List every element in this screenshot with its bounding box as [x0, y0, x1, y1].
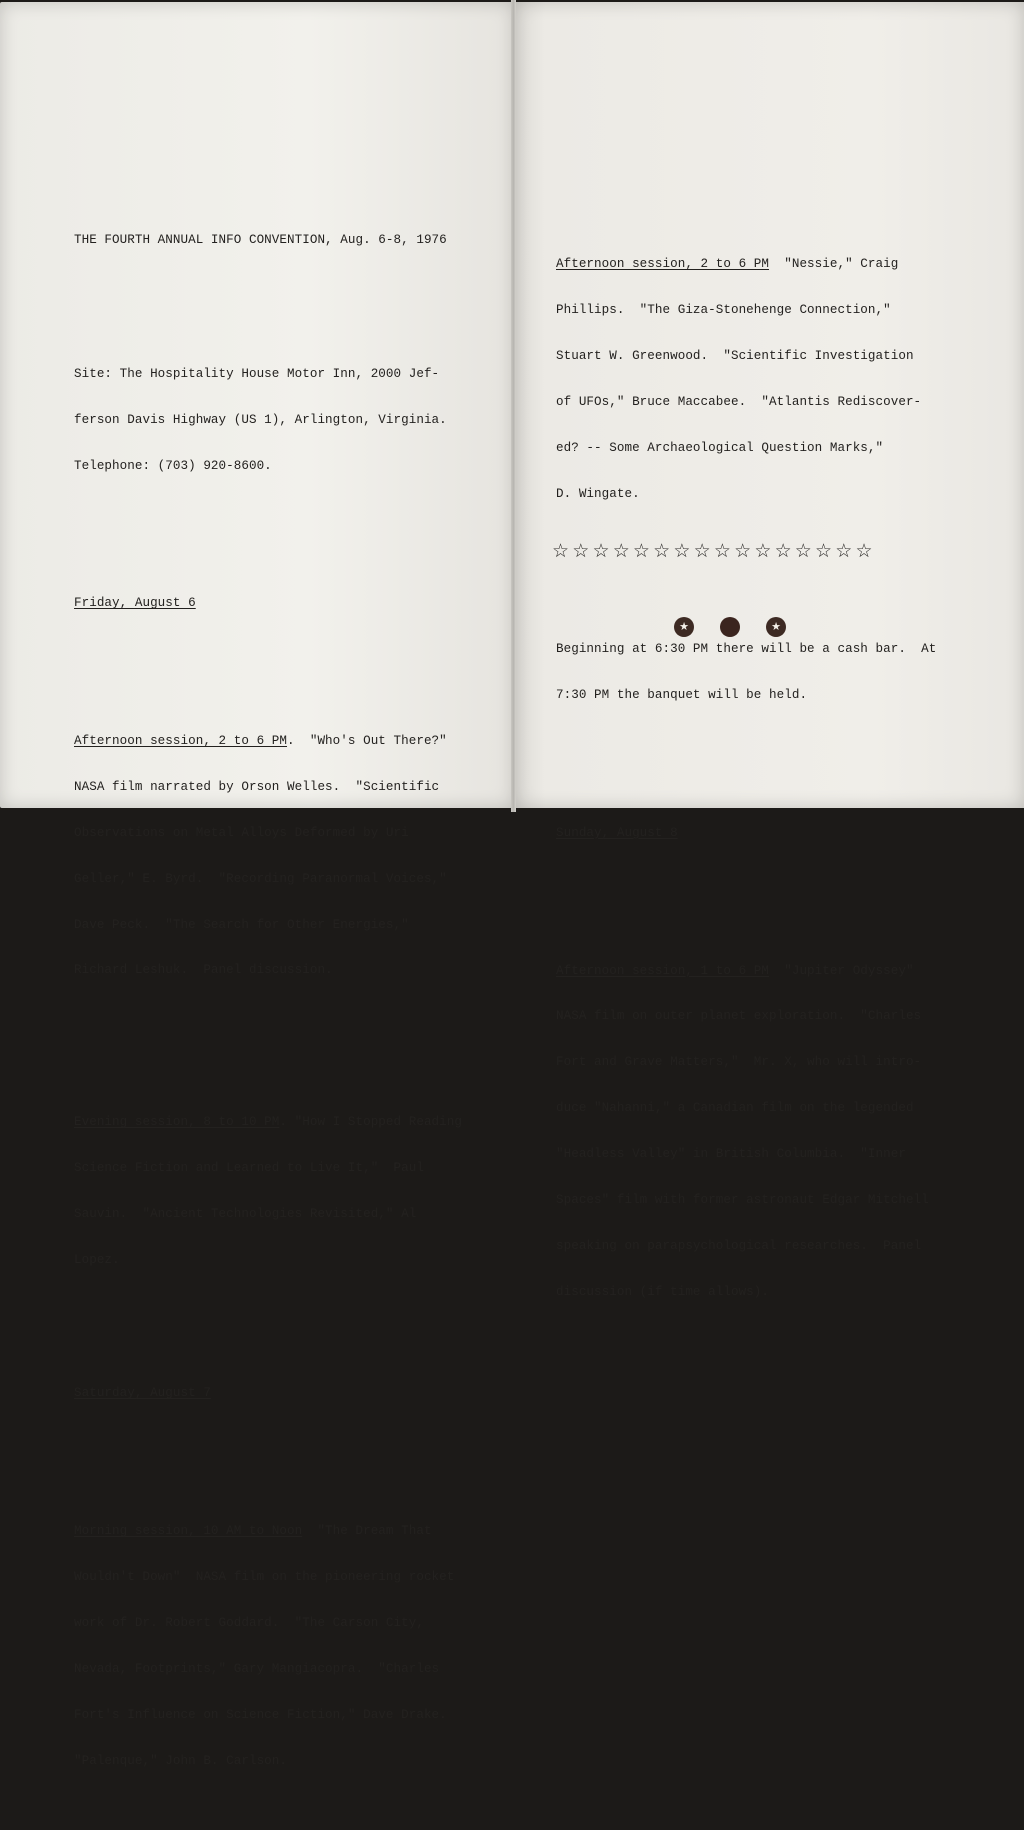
session-text: Science Fiction and Learned to Live It," Paul: [74, 1161, 424, 1175]
site-line: Site: The Hospitality House Motor Inn, 2000 Jef-: [74, 366, 440, 381]
session-text: Wouldn't Down" NASA film on the pioneering rocket: [74, 1570, 455, 1585]
session-text: Lopez.: [74, 1252, 120, 1267]
session-text: Geller," E. Byrd. "Recording Paranormal Voices,": [74, 871, 447, 886]
session-text: Fort and Grave Matters," Mr. X, who will intro-: [556, 1055, 922, 1070]
session-text: "The Dream That: [302, 1524, 432, 1539]
session-text: Sauvin. "Ancient Technologies Revisited," Al: [74, 1206, 417, 1221]
session-label: Morning session, 10 AM to Noon: [74, 1524, 303, 1539]
session-label: Afternoon session, 2 to 6 PM: [74, 733, 288, 748]
banquet-line: 7:30 PM the banquet will be held.: [556, 688, 808, 703]
site-line: Telephone: (703) 920-8600.: [74, 458, 272, 473]
friday-heading: Friday, August 6: [74, 596, 196, 611]
star-emblem-icon: ★: [674, 617, 694, 637]
session-text: "Jupiter Odyssey": [769, 963, 914, 978]
left-column: [74, 190, 484, 1830]
session-text: duce "Nahanni," a Canadian film on the legended: [556, 1101, 914, 1116]
saturday-afternoon-session: [556, 227, 956, 533]
session-text: of UFOs," Bruce Maccabee. "Atlantis Rediscover-: [556, 394, 922, 409]
session-text: . "Who's Out There?": [287, 733, 447, 748]
page-gutter: [511, 0, 516, 812]
star-border-icon: ☆☆☆☆☆☆☆☆☆☆☆☆☆☆☆☆: [552, 540, 876, 562]
session-label: Afternoon session, 2 to 6 PM: [556, 257, 770, 272]
session-text: speaking on parapsychological researches. Panel: [556, 1238, 922, 1253]
session-text: Dave Peck. "The Search for Other Energies,": [74, 917, 409, 932]
session-text: D. Wingate.: [556, 486, 640, 501]
session-text: NASA film narrated by Orson Welles. "Scientific: [74, 779, 440, 794]
session-text: . "How I Stopped Reading: [279, 1115, 462, 1130]
session-text: ed? -- Some Archaeological Question Marks,": [556, 440, 884, 455]
star-emblem-icon: ★: [766, 617, 786, 637]
session-text: Observations on Metal Alloys Deformed by Uri: [74, 825, 409, 840]
saturday-morning-session: [74, 1494, 484, 1800]
session-text: discussion (if time allows).: [556, 1284, 770, 1299]
session-text: Spaces" film with former astronaut Edgar Mitchell: [556, 1193, 929, 1207]
sunday-afternoon-session: [556, 933, 956, 1331]
convention-title: THE FOURTH ANNUAL INFO CONVENTION, Aug. 6-8, 1976: [74, 233, 447, 248]
session-label: Evening session, 8 to 10 PM: [74, 1115, 280, 1130]
session-text: "Nessie," Craig: [769, 257, 899, 272]
session-text: NASA film on outer planet exploration. "Charles: [556, 1009, 922, 1024]
session-text: Nevada, Footprints," Gary Mangiacopra. "Charles: [74, 1661, 440, 1676]
session-text: "Headless Valley" in British Columbia. "Inner: [556, 1147, 906, 1162]
session-text: work of Dr. Robert Goddard. "The Carson City,: [74, 1615, 424, 1630]
session-text: Stuart W. Greenwood. "Scientific Investigation: [556, 348, 914, 363]
banquet-line: Beginning at 6:30 PM there will be a cash bar. At: [556, 642, 937, 657]
friday-evening-session: [74, 1085, 484, 1299]
friday-afternoon-session: [74, 703, 484, 1009]
session-text: "Palenque," John B. Carlson.: [74, 1753, 288, 1768]
sunday-heading: Sunday, August 8: [556, 825, 678, 840]
site-info: [74, 336, 484, 504]
site-line: ferson Davis Highway (US 1), Arlington, Virginia.: [74, 412, 447, 427]
session-label: Afternoon session, 1 to 6 PM: [556, 963, 770, 978]
saturday-heading: Saturday, August 7: [74, 1386, 211, 1401]
emblem-row: [674, 617, 794, 639]
right-column: [556, 196, 956, 1361]
session-text: Phillips. "The Giza-Stonehenge Connection,": [556, 303, 891, 318]
session-text: Richard Leshuk. Panel discussion.: [74, 963, 333, 978]
plain-emblem-icon: [720, 617, 740, 637]
session-text: Fort's Influence on Science Fiction," Dave Drake.: [74, 1707, 447, 1722]
